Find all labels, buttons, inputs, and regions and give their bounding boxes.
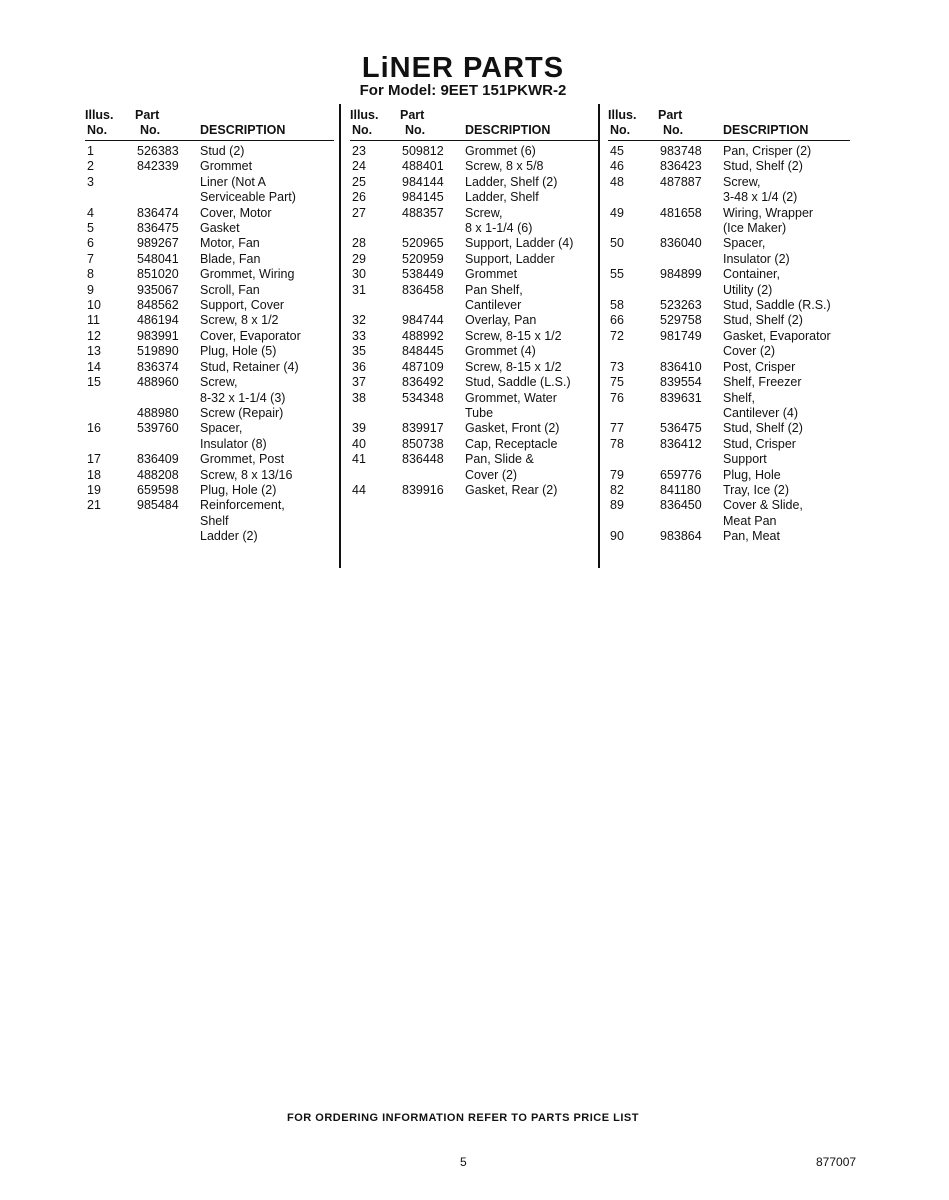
part-description: Scroll, Fan [200,282,260,297]
illus-number: 49 [610,205,624,220]
part-number: 520965 [402,236,444,251]
part-description: Liner (Not A [200,174,267,189]
part-description: Screw, 8 x 1/2 [200,313,279,328]
part-row [350,144,598,159]
part-row [85,298,334,313]
part-row [350,236,598,251]
part-description: Serviceable Part) [200,190,296,205]
illus-number: 44 [352,482,366,497]
part-number: 983991 [137,328,179,343]
illus-number: 79 [610,467,624,482]
illus-number: 23 [352,144,366,158]
part-number: 534348 [402,390,444,405]
illus-number: 21 [87,498,101,513]
part-description: Stud, Shelf (2) [723,421,803,436]
part-row [608,298,850,313]
part-description: Screw, 8 x 5/8 [465,159,544,174]
part-description: Tray, Ice (2) [723,482,789,497]
part-number: 985484 [137,498,179,513]
parts-column-3 [608,106,850,545]
illus-number: 14 [87,359,101,374]
header-part-1: Part [658,108,683,122]
part-description: Pan, Crisper (2) [723,144,812,158]
part-number: 659776 [660,467,702,482]
part-row [350,159,598,174]
part-description: Meat Pan [723,513,777,528]
part-description: Shelf [200,513,229,528]
header-description: DESCRIPTION [465,123,551,137]
part-row [85,313,334,328]
header-part-1: Part [135,108,160,122]
part-row [85,144,334,159]
illus-number: 26 [352,190,366,205]
header-description: DESCRIPTION [723,123,809,137]
illus-number: 78 [610,436,624,451]
illus-number: 29 [352,251,366,266]
part-description: Cover (2) [465,467,518,482]
part-row [608,468,850,483]
part-number: 984744 [402,313,444,328]
illus-number: 40 [352,436,366,451]
illus-number: 41 [352,452,366,467]
part-row [350,283,598,314]
part-description: 3-48 x 1/4 (2) [723,190,798,205]
part-description: Gasket, Front (2) [465,421,560,436]
part-description: 8 x 1-1/4 (6) [465,221,533,236]
part-row [85,468,334,483]
column-divider [598,104,600,568]
part-row [608,529,850,544]
part-number: 850738 [402,436,444,451]
part-row [85,329,334,344]
part-description: Screw, 8-15 x 1/2 [465,328,562,343]
part-description: Stud (2) [200,144,245,158]
part-row [350,206,598,237]
part-number: 488357 [402,205,444,220]
part-row [85,252,334,267]
illus-number: 17 [87,452,101,467]
illus-number: 10 [87,298,101,313]
illus-number: 45 [610,144,624,158]
part-row [350,452,598,483]
ordering-footer: FOR ORDERING INFORMATION REFER TO PARTS PRICE LIST [287,1112,639,1124]
illus-number: 4 [87,205,94,220]
part-description: Gasket [200,221,240,236]
part-description: Ladder (2) [200,529,258,544]
part-number: 836458 [402,282,444,297]
part-number: 836492 [402,375,444,390]
part-row [608,159,850,174]
part-description: Pan Shelf, [465,282,523,297]
part-description: Pan, Meat [723,529,780,544]
part-number: 851020 [137,267,179,282]
part-number: 839631 [660,390,702,405]
part-description: Stud, Retainer (4) [200,359,299,374]
illus-number: 38 [352,390,366,405]
part-description: Ladder, Shelf [465,190,539,205]
illus-number: 27 [352,205,366,220]
part-row [350,313,598,328]
illus-number: 50 [610,236,624,251]
part-row [85,175,334,206]
part-description: Cantilever [465,298,522,313]
part-description: 8-32 x 1-1/4 (3) [200,390,286,405]
part-row [350,252,598,267]
part-row [350,360,598,375]
part-number: 481658 [660,205,702,220]
part-description: Spacer, [200,421,243,436]
part-number: 984899 [660,267,702,282]
part-number: 836374 [137,359,179,374]
part-row [350,190,598,205]
part-row [608,267,850,298]
illus-number: 46 [610,159,624,174]
header-illus-1: Illus. [85,108,114,122]
part-description: Gasket, Evaporator [723,328,831,343]
part-description: Support, Cover [200,298,285,313]
part-row [608,375,850,390]
illus-number: 13 [87,344,101,359]
header-description: DESCRIPTION [200,123,286,137]
part-row [608,437,850,468]
part-description: Screw, [200,375,238,390]
part-row [85,360,334,375]
part-row [85,375,334,406]
part-number: 836423 [660,159,702,174]
part-number: 836410 [660,359,702,374]
illus-number: 9 [87,282,94,297]
illus-number: 48 [610,174,624,189]
part-number: 983864 [660,529,702,544]
part-number: 836475 [137,221,179,236]
part-description: Stud, Crisper [723,436,796,451]
part-description: Grommet (6) [465,144,536,158]
part-description: Utility (2) [723,282,773,297]
part-description: Shelf, [723,390,755,405]
illus-number: 90 [610,529,624,544]
part-description: Grommet, Wiring [200,267,295,282]
part-row [350,175,598,190]
part-row [85,159,334,174]
illus-number: 24 [352,159,366,174]
column-header [608,106,850,141]
illus-number: 58 [610,298,624,313]
part-number: 488208 [137,467,179,482]
part-number: 488992 [402,328,444,343]
part-row [85,498,334,544]
header-illus-1: Illus. [350,108,379,122]
part-number: 836474 [137,205,179,220]
part-number: 486194 [137,313,179,328]
part-description: Cap, Receptacle [465,436,558,451]
part-description: Post, Crisper [723,359,796,374]
part-description: Gasket, Rear (2) [465,482,558,497]
part-number: 523263 [660,298,702,313]
part-number: 487109 [402,359,444,374]
page-number: 5 [460,1155,467,1169]
header-illus-2: No. [87,123,108,137]
part-row [85,406,334,421]
part-number: 836412 [660,436,702,451]
part-number: 488980 [137,405,179,420]
part-number: 984145 [402,190,444,205]
part-row [350,421,598,436]
document-number: 877007 [816,1155,857,1169]
illus-number: 76 [610,390,624,405]
header-part-2: No. [663,123,684,137]
part-number: 548041 [137,251,179,266]
part-row [85,236,334,251]
illus-number: 7 [87,251,94,266]
column-header [350,106,598,141]
part-number: 488960 [137,375,179,390]
part-row [608,144,850,159]
illus-number: 16 [87,421,101,436]
part-description: Cover (2) [723,344,776,359]
part-number: 488401 [402,159,444,174]
part-number: 839554 [660,375,702,390]
part-row [85,483,334,498]
illus-number: 75 [610,375,624,390]
illus-number: 6 [87,236,94,251]
part-row [85,452,334,467]
part-description: Support [723,452,767,467]
header-part-1: Part [400,108,425,122]
part-number: 526383 [137,144,179,158]
part-number: 659598 [137,482,179,497]
part-row [350,344,598,359]
part-number: 935067 [137,282,179,297]
part-row [608,329,850,360]
part-description: Cover & Slide, [723,498,803,513]
part-row [608,498,850,529]
header-part-2: No. [140,123,161,137]
part-number: 841180 [660,482,701,497]
part-row [85,206,334,221]
part-description: Cover, Motor [200,205,272,220]
part-description: Plug, Hole (2) [200,482,277,497]
illus-number: 72 [610,328,624,343]
illus-number: 31 [352,282,366,297]
part-description: Screw, [465,205,503,220]
part-description: Insulator (2) [723,251,790,266]
part-description: Insulator (8) [200,436,267,451]
part-row [350,267,598,282]
header-illus-1: Illus. [608,108,637,122]
part-number: 539760 [137,421,179,436]
part-description: Motor, Fan [200,236,260,251]
part-number: 519890 [137,344,179,359]
part-description: (Ice Maker) [723,221,787,236]
part-row [608,360,850,375]
illus-number: 36 [352,359,366,374]
illus-number: 73 [610,359,624,374]
part-number: 842339 [137,159,179,174]
part-description: Plug, Hole [723,467,781,482]
illus-number: 33 [352,328,366,343]
part-row [350,483,598,498]
part-number: 538449 [402,267,444,282]
part-number: 839916 [402,482,444,497]
part-number: 487887 [660,174,702,189]
part-description: Overlay, Pan [465,313,537,328]
illus-number: 11 [87,313,100,328]
illus-number: 8 [87,267,94,282]
part-row [350,375,598,390]
part-row [85,221,334,236]
part-number: 536475 [660,421,702,436]
illus-number: 18 [87,467,101,482]
parts-column-2 [350,106,598,498]
part-description: Screw, 8 x 13/16 [200,467,293,482]
column-header [85,106,334,141]
column-divider [339,104,341,568]
part-row [85,267,334,282]
part-description: Stud, Saddle (R.S.) [723,298,831,313]
part-row [85,421,334,452]
part-description: Grommet, Post [200,452,285,467]
part-description: Reinforcement, [200,498,285,513]
illus-number: 5 [87,221,94,236]
part-description: Pan, Slide & [465,452,534,467]
part-description: Grommet [465,267,518,282]
part-description: Grommet [200,159,253,174]
part-description: Cover, Evaporator [200,328,301,343]
illus-number: 89 [610,498,624,513]
illus-number: 30 [352,267,366,282]
part-number: 520959 [402,251,444,266]
part-description: Support, Ladder (4) [465,236,574,251]
header-illus-2: No. [352,123,373,137]
part-description: Plug, Hole (5) [200,344,277,359]
illus-number: 28 [352,236,366,251]
part-number: 989267 [137,236,179,251]
part-row [85,344,334,359]
illus-number: 3 [87,174,94,189]
model-subtitle: For Model: 9EET 151PKWR-2 [359,82,567,99]
part-row [85,283,334,298]
illus-number: 55 [610,267,624,282]
part-description: Stud, Shelf (2) [723,159,803,174]
part-number: 848562 [137,298,179,313]
illus-number: 37 [352,375,366,390]
part-row [608,421,850,436]
part-number: 836450 [660,498,702,513]
part-description: Screw, 8-15 x 1/2 [465,359,562,374]
illus-number: 15 [87,375,101,390]
part-row [350,329,598,344]
illus-number: 66 [610,313,624,328]
header-part-2: No. [405,123,426,137]
illus-number: 12 [87,328,101,343]
part-description: Blade, Fan [200,251,261,266]
illus-number: 39 [352,421,366,436]
part-description: Screw (Repair) [200,405,284,420]
part-number: 848445 [402,344,444,359]
part-description: Tube [465,405,494,420]
part-description: Container, [723,267,780,282]
part-number: 836409 [137,452,179,467]
illus-number: 19 [87,482,101,497]
part-number: 839917 [402,421,444,436]
header-illus-2: No. [610,123,631,137]
part-row [608,313,850,328]
part-number: 981749 [660,328,702,343]
part-row [608,483,850,498]
illus-number: 2 [87,159,94,174]
parts-column-1 [85,106,334,545]
part-description: Cantilever (4) [723,405,799,420]
part-row [608,236,850,267]
part-description: Grommet (4) [465,344,536,359]
part-description: Grommet, Water [465,390,557,405]
illus-number: 1 [87,144,94,158]
part-number: 836040 [660,236,702,251]
part-row [608,206,850,237]
part-row [608,391,850,422]
part-number: 836448 [402,452,444,467]
part-description: Spacer, [723,236,766,251]
part-description: Wiring, Wrapper [723,205,814,220]
part-description: Screw, [723,174,761,189]
illus-number: 77 [610,421,624,436]
part-row [608,175,850,206]
part-description: Stud, Shelf (2) [723,313,803,328]
part-number: 529758 [660,313,702,328]
part-number: 984144 [402,174,444,189]
part-description: Stud, Saddle (L.S.) [465,375,571,390]
part-description: Shelf, Freezer [723,375,802,390]
part-description: Support, Ladder [465,251,555,266]
illus-number: 35 [352,344,366,359]
part-number: 509812 [402,144,444,158]
part-row [350,437,598,452]
illus-number: 82 [610,482,624,497]
illus-number: 32 [352,313,366,328]
part-number: 983748 [660,144,702,158]
part-row [350,391,598,422]
page-title: LiNER PARTS [361,52,565,84]
illus-number: 25 [352,174,366,189]
part-description: Ladder, Shelf (2) [465,174,558,189]
